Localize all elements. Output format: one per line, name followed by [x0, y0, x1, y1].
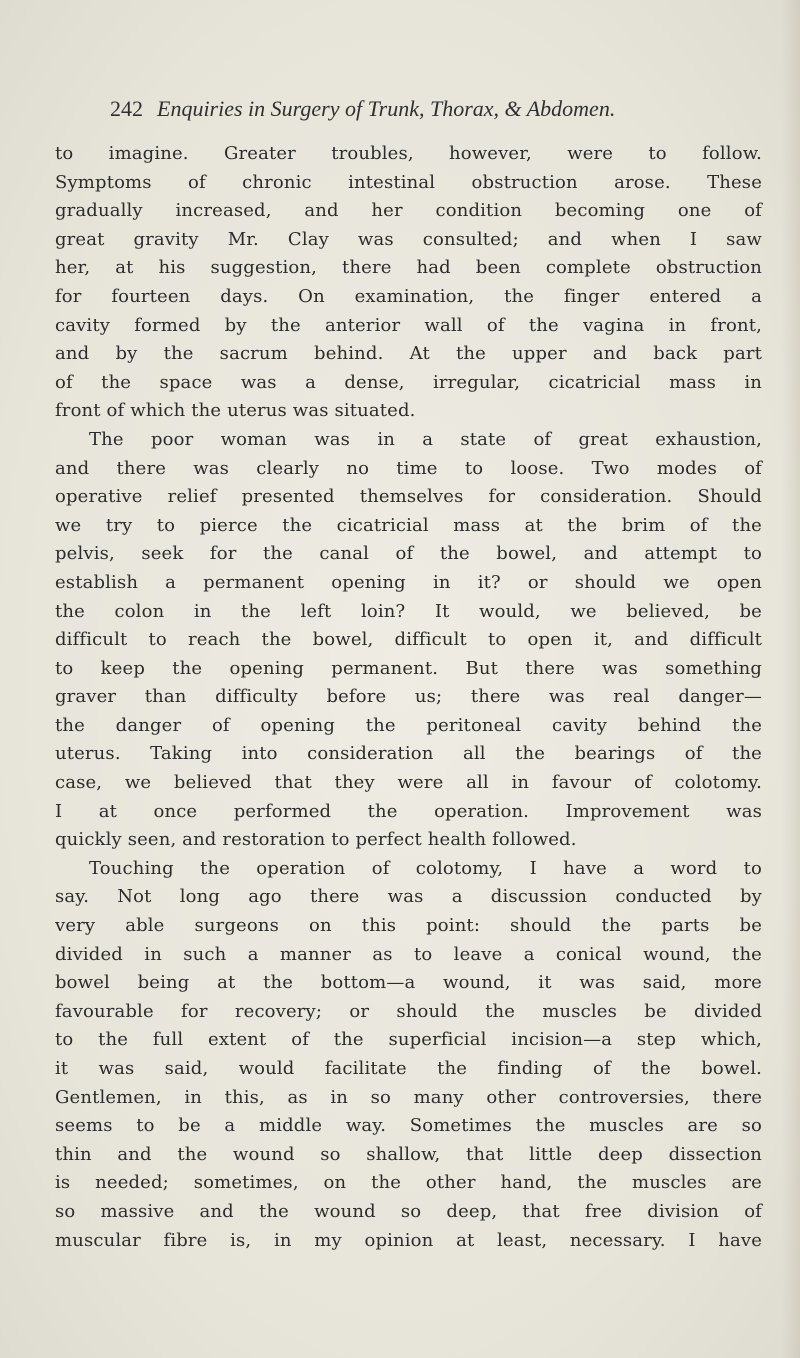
- text-line: graver than difficulty before us; there was real danger—: [55, 686, 762, 708]
- text-line: operative relief presented themselves for consideration. Should: [55, 486, 762, 508]
- text-line: seems to be a middle way. Sometimes the muscles are so: [55, 1115, 762, 1137]
- text-line: the colon in the left loin? It would, we believed, be: [55, 600, 762, 622]
- paragraph-start-line: Touching the operation of colotomy, I have a word to: [89, 857, 762, 879]
- text-line: very able surgeons on this point: should the parts be: [55, 915, 762, 937]
- text-line: to the full extent of the superficial incision—a step which,: [55, 1029, 762, 1051]
- text-line: the danger of opening the peritoneal cavity behind the: [55, 714, 762, 736]
- text-line: establish a permanent opening in it? or should we open: [55, 571, 762, 593]
- text-line: Symptoms of chronic intestinal obstruction arose. These: [55, 171, 762, 193]
- text-line: and there was clearly no time to loose. Two modes of: [55, 457, 762, 479]
- text-line: pelvis, seek for the canal of the bowel, and attempt to: [55, 543, 762, 565]
- text-line: quickly seen, and restoration to perfect health followed.: [55, 829, 577, 851]
- running-header: [110, 96, 750, 128]
- text-line: cavity formed by the anterior wall of the vagina in front,: [55, 314, 762, 336]
- text-line: for fourteen days. On examination, the finger entered a: [55, 285, 762, 307]
- text-line: favourable for recovery; or should the muscles be divided: [55, 1000, 762, 1022]
- page-edge-shadow: [782, 0, 800, 1358]
- page-number: 242: [110, 96, 143, 121]
- text-line: is needed; sometimes, on the other hand, the muscles are: [55, 1172, 762, 1194]
- text-line: thin and the wound so shallow, that little deep dissection: [55, 1143, 762, 1165]
- text-line: to keep the opening permanent. But there was something: [55, 657, 762, 679]
- text-line: divided in such a manner as to leave a conical wound, the: [55, 943, 762, 965]
- body-text: [55, 140, 762, 1255]
- text-line: of the space was a dense, irregular, cicatricial mass in: [55, 371, 762, 393]
- text-line: say. Not long ago there was a discussion conducted by: [55, 886, 762, 908]
- text-line: I at once performed the operation. Improvement was: [55, 800, 762, 822]
- text-line: great gravity Mr. Clay was consulted; and when I saw: [55, 228, 762, 250]
- text-line: difficult to reach the bowel, difficult to open it, and difficult: [55, 629, 762, 651]
- paragraph-start-line: The poor woman was in a state of great exhaustion,: [89, 428, 762, 450]
- text-line: gradually increased, and her condition becoming one of: [55, 200, 762, 222]
- text-line: uterus. Taking into consideration all the bearings of the: [55, 743, 762, 765]
- text-line: Gentlemen, in this, as in so many other controversies, there: [55, 1086, 762, 1108]
- text-line: muscular fibre is, in my opinion at least, necessary. I have: [55, 1229, 762, 1251]
- text-line: front of which the uterus was situated.: [55, 400, 416, 422]
- text-line: to imagine. Greater troubles, however, were to follow.: [55, 143, 762, 164]
- running-title: Enquiries in Surgery of Trunk, Thorax, & Abdomen.: [157, 96, 616, 121]
- text-line: case, we believed that they were all in favour of colotomy.: [55, 772, 762, 794]
- text-line: and by the sacrum behind. At the upper and back part: [55, 343, 762, 365]
- text-line: so massive and the wound so deep, that free division of: [55, 1200, 762, 1222]
- text-line: we try to pierce the cicatricial mass at the brim of the: [55, 514, 762, 536]
- text-line: her, at his suggestion, there had been complete obstruction: [55, 257, 762, 279]
- text-line: bowel being at the bottom—a wound, it was said, more: [55, 972, 762, 994]
- text-line: it was said, would facilitate the finding of the bowel.: [55, 1058, 762, 1079]
